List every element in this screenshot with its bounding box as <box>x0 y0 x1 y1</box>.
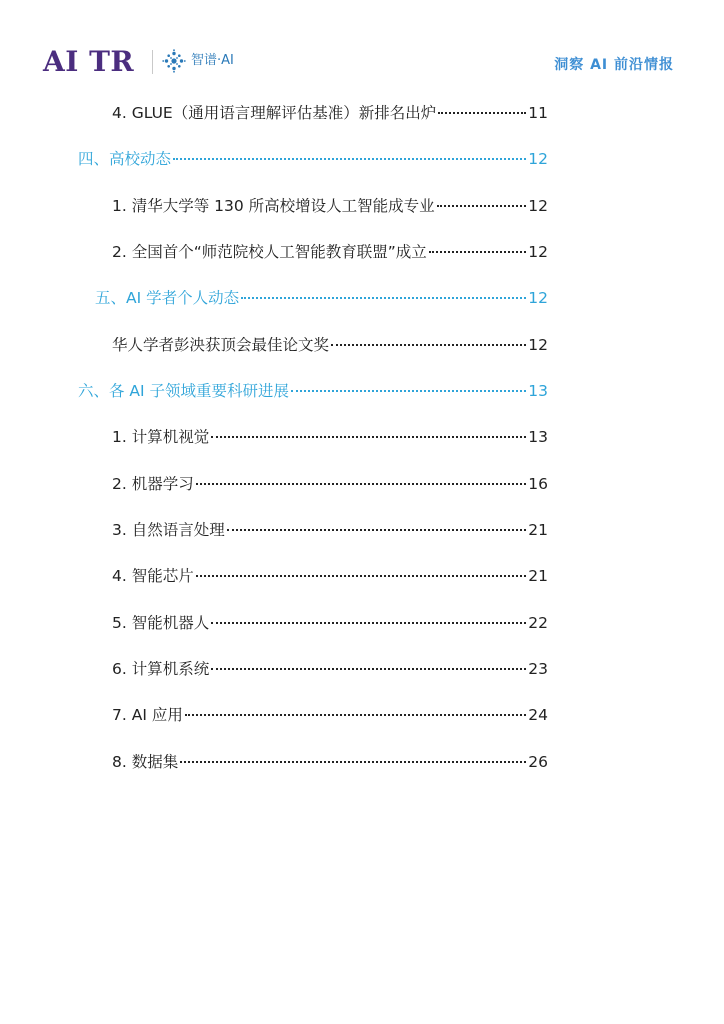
toc-entry-title: 六、各 AI 子领域重要科研进展 <box>78 382 290 400</box>
toc-section-entry[interactable] <box>95 287 548 309</box>
toc-leader-dots <box>437 205 527 207</box>
toc-leader-dots <box>227 529 527 531</box>
toc-entry-page: 24 <box>528 706 548 724</box>
header-tagline: 洞察 AI 前沿情报 <box>554 57 674 73</box>
toc-leader-dots <box>196 575 527 577</box>
toc-entry[interactable] <box>112 426 548 448</box>
toc-entry-page: 16 <box>528 475 548 493</box>
toc-entry-title: 4. GLUE（通用语言理解评估基准）新排名出炉 <box>112 104 437 122</box>
toc-entry-title: 6. 计算机系统 <box>112 660 210 678</box>
toc-leader-dots <box>241 297 526 299</box>
toc-entry-title: 1. 清华大学等 130 所高校增设人工智能成专业 <box>112 197 435 215</box>
toc-entry-title: 华人学者彭泱获顶会最佳论文奖 <box>112 336 330 354</box>
aitr-logo: AI TR <box>43 45 135 78</box>
toc-leader-dots <box>331 344 526 346</box>
page-header <box>0 0 724 86</box>
toc-entry-page: 12 <box>528 150 548 168</box>
toc-leader-dots <box>211 668 526 670</box>
toc-leader-dots <box>196 483 527 485</box>
toc-leader-dots <box>173 158 526 160</box>
toc-entry-title: 8. 数据集 <box>112 753 179 771</box>
toc-entry-title: 7. AI 应用 <box>112 706 183 724</box>
toc-entry-title: 5. 智能机器人 <box>112 614 210 632</box>
toc-entry[interactable] <box>112 612 548 634</box>
toc-entry-page: 21 <box>528 521 548 539</box>
toc-entry[interactable] <box>112 241 548 263</box>
toc-entry-page: 13 <box>528 428 548 446</box>
toc-entry-title: 五、AI 学者个人动态 <box>95 289 240 307</box>
toc-section-entry[interactable] <box>78 380 548 402</box>
toc-entry-page: 22 <box>528 614 548 632</box>
toc-entry[interactable] <box>112 751 548 773</box>
toc-entry-title: 2. 全国首个“师范院校人工智能教育联盟”成立 <box>112 243 427 261</box>
toc-entry[interactable] <box>112 658 548 680</box>
toc-entry-title: 2. 机器学习 <box>112 475 194 493</box>
toc-entry-title: 3. 自然语言处理 <box>112 521 225 539</box>
toc-entry[interactable] <box>112 195 548 217</box>
toc-leader-dots <box>211 436 526 438</box>
toc-entry-page: 11 <box>528 104 548 122</box>
toc-leader-dots <box>291 390 526 392</box>
toc-entry-page: 21 <box>528 567 548 585</box>
toc-entry[interactable] <box>112 565 548 587</box>
logo-divider <box>152 50 153 74</box>
toc-entry-page: 26 <box>528 753 548 771</box>
toc-leader-dots <box>180 761 526 763</box>
toc-entry-page: 12 <box>528 336 548 354</box>
toc-entry-page: 13 <box>528 382 548 400</box>
toc-entry[interactable] <box>112 102 548 124</box>
toc-section-entry[interactable] <box>78 148 548 170</box>
toc-entry-page: 12 <box>528 243 548 261</box>
zhipu-brand-name: 智谱·AI <box>191 53 234 68</box>
toc-entry-page: 12 <box>528 197 548 215</box>
toc-entry[interactable] <box>112 704 548 726</box>
toc-entry[interactable] <box>112 473 548 495</box>
toc-entry-title: 1. 计算机视觉 <box>112 428 210 446</box>
toc-entry-title: 4. 智能芯片 <box>112 567 194 585</box>
toc-entry-page: 12 <box>528 289 548 307</box>
toc-entry-page: 23 <box>528 660 548 678</box>
toc-leader-dots <box>429 251 526 253</box>
toc-leader-dots <box>438 112 526 114</box>
toc-entry[interactable] <box>112 519 548 541</box>
zhipu-logo-icon <box>162 49 186 73</box>
toc-entry-title: 四、高校动态 <box>78 150 172 168</box>
toc-leader-dots <box>185 714 526 716</box>
toc-leader-dots <box>211 622 526 624</box>
toc-entry[interactable] <box>112 334 548 356</box>
